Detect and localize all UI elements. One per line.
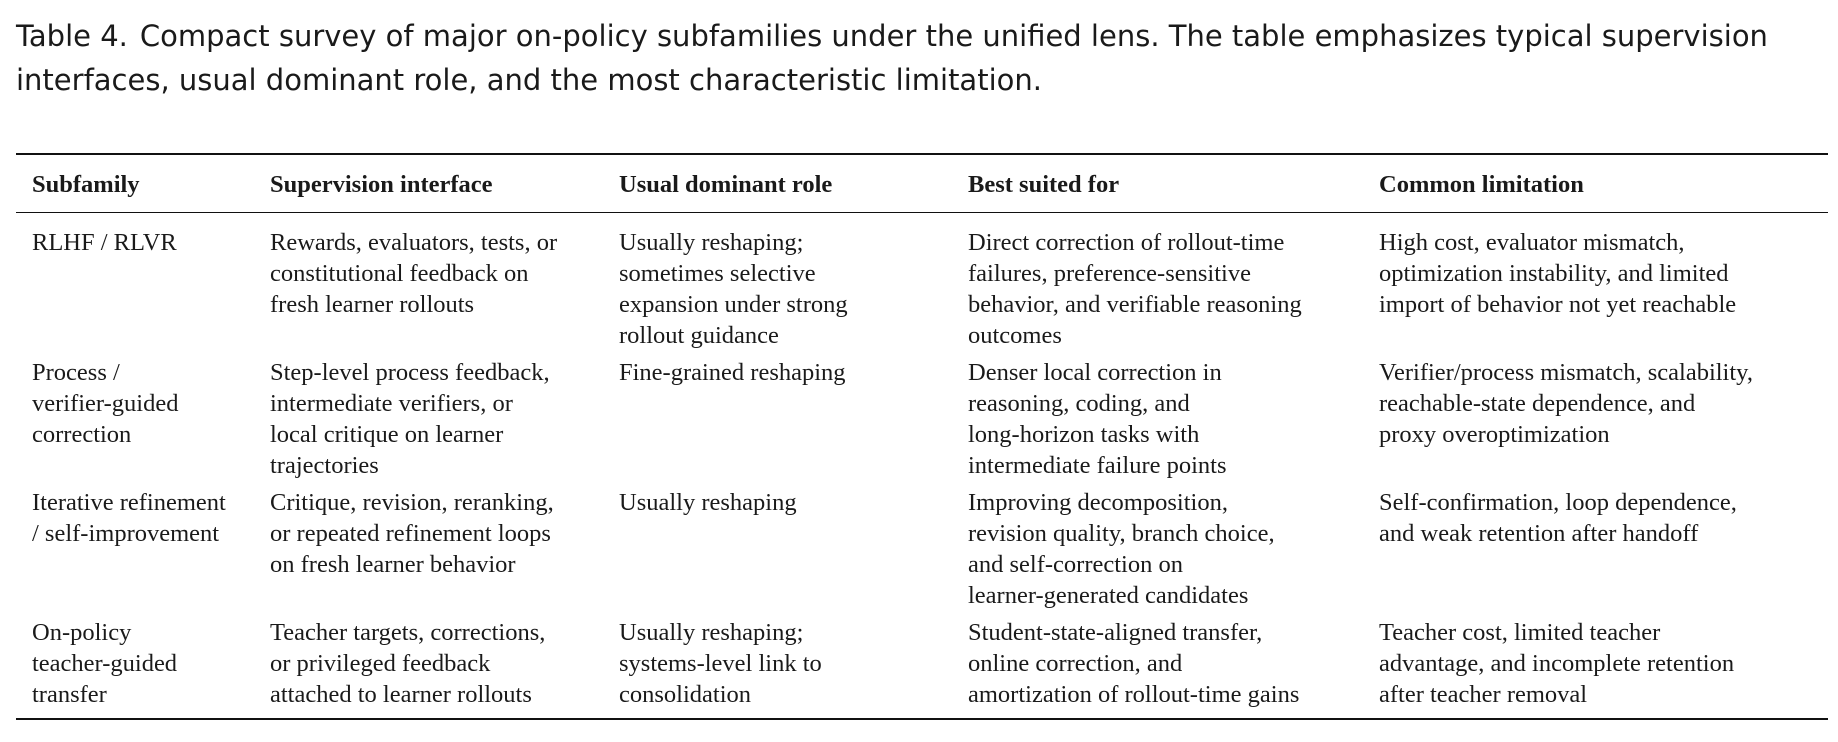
cell-text-line: Direct correction of rollout-time: [968, 229, 1285, 256]
table-row: [16, 357, 1828, 487]
dominant-role-cell: [603, 487, 952, 617]
cell-text-line: amortization of rollout-time gains: [968, 681, 1300, 708]
cell-text-line: expansion under strong: [619, 291, 848, 318]
cell-text-line: optimization instability, and limited: [1379, 260, 1729, 287]
subfamily-cell: [16, 487, 254, 617]
supervision-interface-cell: [254, 617, 603, 719]
cell-text-line: failures, preference-sensitive: [968, 260, 1251, 287]
cell-text-line: proxy overoptimization: [1379, 421, 1610, 448]
subfamily-cell: [16, 357, 254, 487]
header-subfamily: Subfamily: [32, 171, 140, 198]
cell-text-line: constitutional feedback on: [270, 260, 529, 287]
dominant-role-cell: [603, 213, 952, 358]
caption-text-1: Compact survey of major on-policy subfamilies under the unified lens. The table emphasizes typical supervision: [139, 19, 1768, 53]
supervision-interface-cell: [254, 357, 603, 487]
caption-label: Table 4.: [16, 19, 128, 53]
cell-text-line: reasoning, coding, and: [968, 390, 1190, 417]
cell-text-line: Verifier/process mismatch, scalability,: [1379, 359, 1753, 386]
cell-text-line: on fresh learner behavior: [270, 551, 516, 578]
cell-text-line: consolidation: [619, 681, 752, 708]
common-limitation-cell: [1363, 617, 1828, 719]
cell-text-line: intermediate verifiers, or: [270, 390, 513, 417]
cell-text-line: Process /: [32, 359, 120, 386]
cell-text-line: Teacher targets, corrections,: [270, 619, 546, 646]
cell-text-line: sometimes selective: [619, 260, 816, 287]
cell-text-line: or privileged feedback: [270, 650, 491, 677]
best-suited-for-cell: [952, 487, 1363, 617]
cell-text-line: Student-state-aligned transfer,: [968, 619, 1263, 646]
cell-text-line: On-policy: [32, 619, 132, 646]
cell-text-line: Fine-grained reshaping: [619, 359, 846, 386]
cell-text-line: revision quality, branch choice,: [968, 520, 1275, 547]
cell-text-line: Iterative refinement: [32, 489, 226, 516]
cell-text-line: rollout guidance: [619, 322, 779, 349]
cell-text-line: Self-confirmation, loop dependence,: [1379, 489, 1737, 516]
cell-text-line: transfer: [32, 681, 107, 708]
cell-text-line: online correction, and: [968, 650, 1183, 677]
cell-text-line: behavior, and verifiable reasoning: [968, 291, 1302, 318]
cell-text-line: Denser local correction in: [968, 359, 1222, 386]
table-row: [16, 213, 1828, 358]
survey-table: [16, 153, 1828, 720]
caption-line-1: [16, 14, 1826, 58]
cell-text-line: verifier-guided: [32, 390, 179, 417]
cell-text-line: Critique, revision, reranking,: [270, 489, 554, 516]
cell-text-line: fresh learner rollouts: [270, 291, 475, 318]
table-header-row: [16, 154, 1828, 213]
table-caption: [16, 14, 1826, 102]
dominant-role-cell: [603, 357, 952, 487]
header-common-limitation: Common limitation: [1379, 171, 1584, 198]
cell-text-line: and weak retention after handoff: [1379, 520, 1699, 547]
common-limitation-cell: [1363, 487, 1828, 617]
cell-text-line: attached to learner rollouts: [270, 681, 532, 708]
cell-text-line: Usually reshaping;: [619, 619, 804, 646]
cell-text-line: after teacher removal: [1379, 681, 1588, 708]
cell-text-line: or repeated refinement loops: [270, 520, 551, 547]
table-row: [16, 487, 1828, 617]
cell-text-line: trajectories: [270, 452, 379, 479]
cell-text-line: reachable-state dependence, and: [1379, 390, 1696, 417]
supervision-interface-cell: [254, 213, 603, 358]
cell-text-line: Teacher cost, limited teacher: [1379, 619, 1661, 646]
survey-table-container: [16, 153, 1828, 720]
cell-text-line: Usually reshaping;: [619, 229, 804, 256]
cell-text-line: Improving decomposition,: [968, 489, 1228, 516]
cell-text-line: local critique on learner: [270, 421, 504, 448]
cell-text-line: Usually reshaping: [619, 489, 797, 516]
supervision-interface-cell: [254, 487, 603, 617]
best-suited-for-cell: [952, 213, 1363, 358]
header-dominant-role: Usual dominant role: [619, 171, 833, 198]
table-row: [16, 617, 1828, 719]
header-supervision-interface: Supervision interface: [270, 171, 493, 198]
cell-text-line: High cost, evaluator mismatch,: [1379, 229, 1685, 256]
caption-line-2: interfaces, usual dominant role, and the most characteristic limitation.: [16, 63, 1042, 97]
cell-text-line: Rewards, evaluators, tests, or: [270, 229, 558, 256]
cell-text-line: correction: [32, 421, 132, 448]
best-suited-for-cell: [952, 617, 1363, 719]
cell-text-line: / self-improvement: [32, 520, 220, 547]
best-suited-for-cell: [952, 357, 1363, 487]
cell-text-line: long-horizon tasks with: [968, 421, 1200, 448]
subfamily-cell: [16, 617, 254, 719]
cell-text-line: Step-level process feedback,: [270, 359, 550, 386]
subfamily-cell: [16, 213, 254, 358]
cell-text-line: outcomes: [968, 322, 1062, 349]
cell-text-line: import of behavior not yet reachable: [1379, 291, 1737, 318]
table-body: [16, 213, 1828, 720]
cell-text-line: intermediate failure points: [968, 452, 1227, 479]
common-limitation-cell: [1363, 357, 1828, 487]
cell-text-line: advantage, and incomplete retention: [1379, 650, 1735, 677]
header-best-suited-for: Best suited for: [968, 171, 1120, 198]
cell-text-line: and self-correction on: [968, 551, 1183, 578]
cell-text-line: teacher-guided: [32, 650, 178, 677]
cell-text-line: RLHF / RLVR: [32, 229, 177, 256]
cell-text-line: learner-generated candidates: [968, 582, 1249, 609]
dominant-role-cell: [603, 617, 952, 719]
common-limitation-cell: [1363, 213, 1828, 358]
cell-text-line: systems-level link to: [619, 650, 822, 677]
